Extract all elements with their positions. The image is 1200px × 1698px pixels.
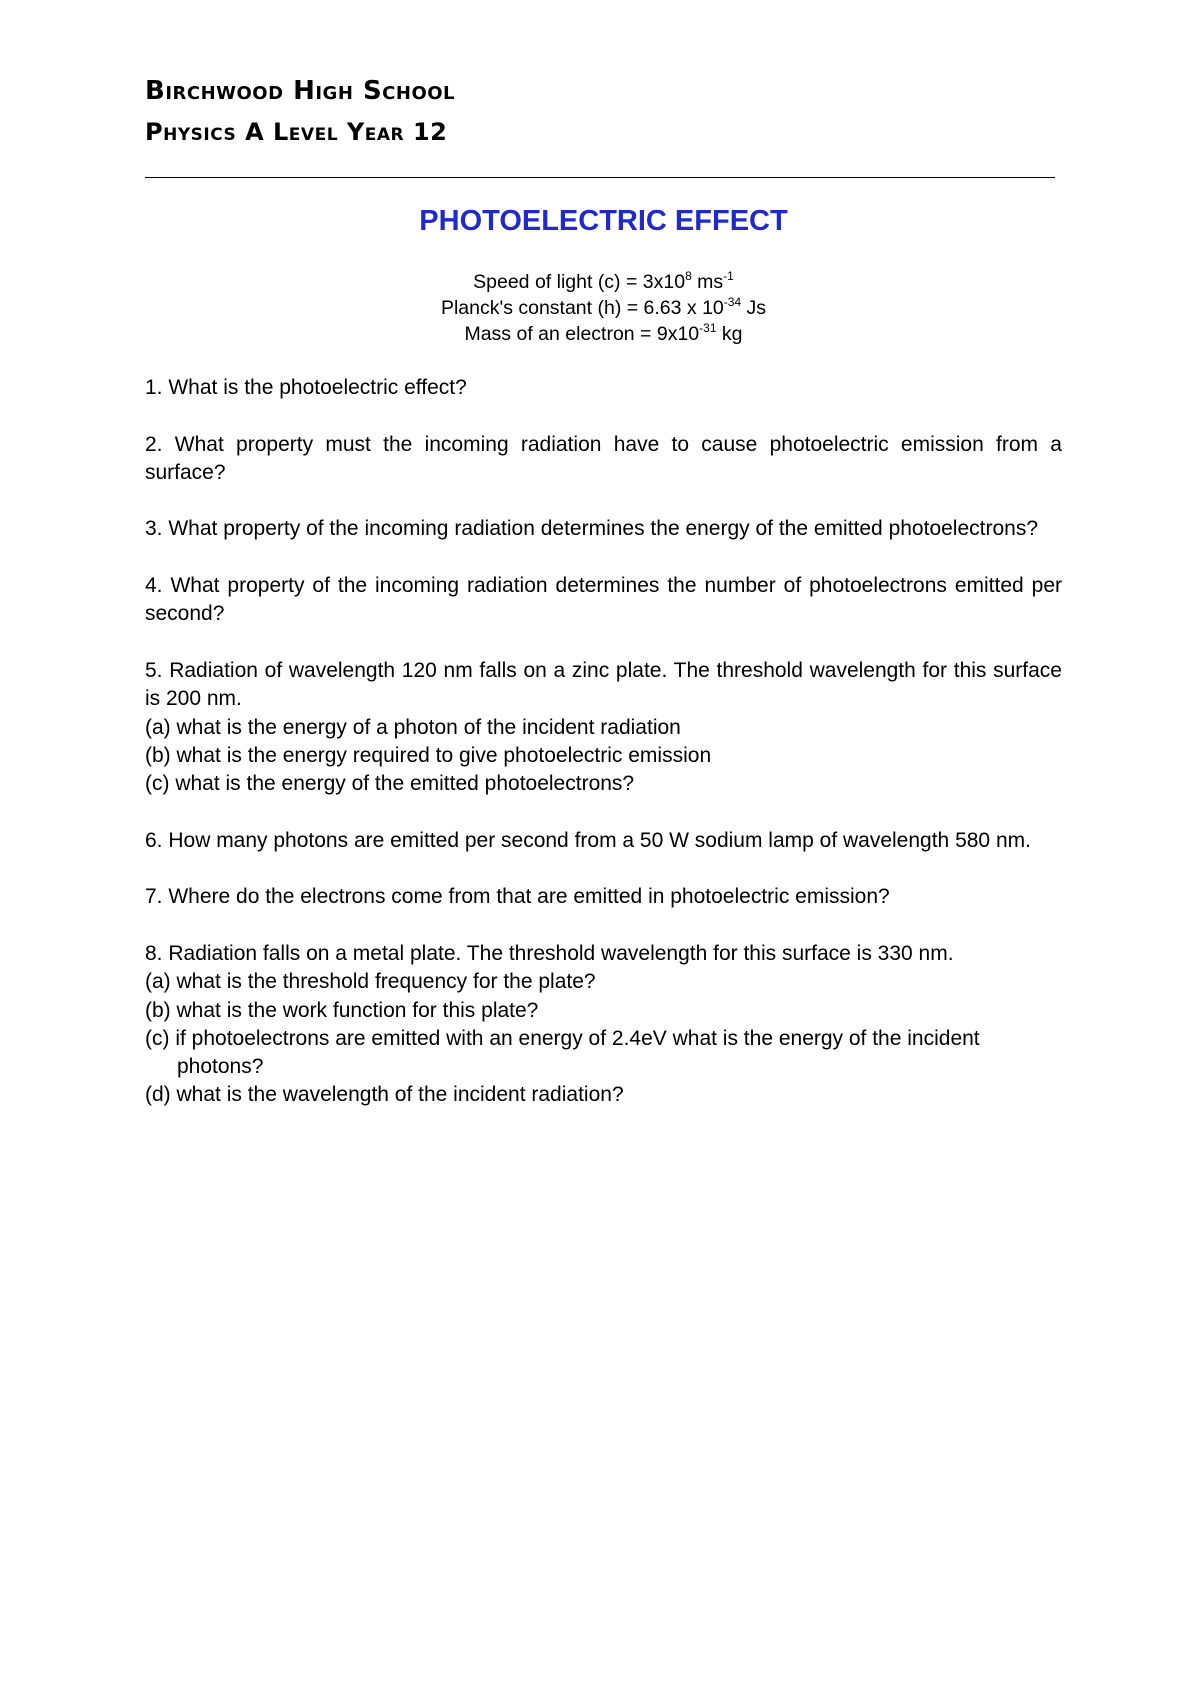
question-4: 4. What property of the incoming radiation determines the number of photoelectrons emitted per second? [145,574,1062,626]
question-8-part-d: (d) what is the wavelength of the incident radiation? [145,1083,624,1107]
header-divider [145,177,1055,178]
constants-block [145,269,1062,347]
question-3: 3. What property of the incoming radiation determines the energy of the emitted photoelectrons? [145,517,1039,541]
question-2: 2. What property must the incoming radiation have to cause photoelectric emission from a surface? [145,432,1062,484]
questions-list [145,374,1062,1138]
question-8-part-a: (a) what is the threshold frequency for the plate? [145,970,596,994]
question-8-part-c: (c) if photoelectrons are emitted with an energy of 2.4eV what is the energy of the incident [145,1026,980,1050]
question-8-part-b: (b) what is the work function for this plate? [145,998,539,1022]
constant-planck: Planck's constant (h) = 6.63 x $10^{-34}$ Js [440,294,767,319]
constant-electron-mass: Mass of an electron = $9x10^{-31}$ kg [464,320,743,345]
question-8-stem: 8. Radiation falls on a metal plate. The threshold wavelength for this surface is 330 nm. [145,941,954,965]
question-7: 7. Where do the electrons come from that are emitted in photoelectric emission? [145,885,890,909]
question-8-part-c-continued: photons? [177,1055,264,1079]
course-title: Physics A Level Year 12 [145,118,448,146]
school-name: Birchwood High School [145,76,456,106]
question-6: 6. How many photons are emitted per second from a 50 W sodium lamp of wavelength 580 nm. [145,828,1031,852]
question-8 [145,940,1062,1110]
worksheet-title: PHOTOELECTRIC EFFECT [419,205,788,237]
question-5-part-c: (c) what is the energy of the emitted photoelectrons? [145,772,635,796]
question-5-part-b: (b) what is the energy required to give photoelectric emission [145,743,712,767]
question-5-stem: 5. Radiation of wavelength 120 nm falls on a zinc plate. The threshold wavelength for this surface is 200 nm. [145,658,1062,711]
question-1: 1. What is the photoelectric effect? [145,376,467,399]
question-5 [145,657,1062,798]
question-5-part-a: (a) what is the energy of a photon of the incident radiation [145,715,681,739]
constant-speed-of-light: Speed of light $(c) = 3x10^8$ $ms^{-1}$ [473,268,734,293]
